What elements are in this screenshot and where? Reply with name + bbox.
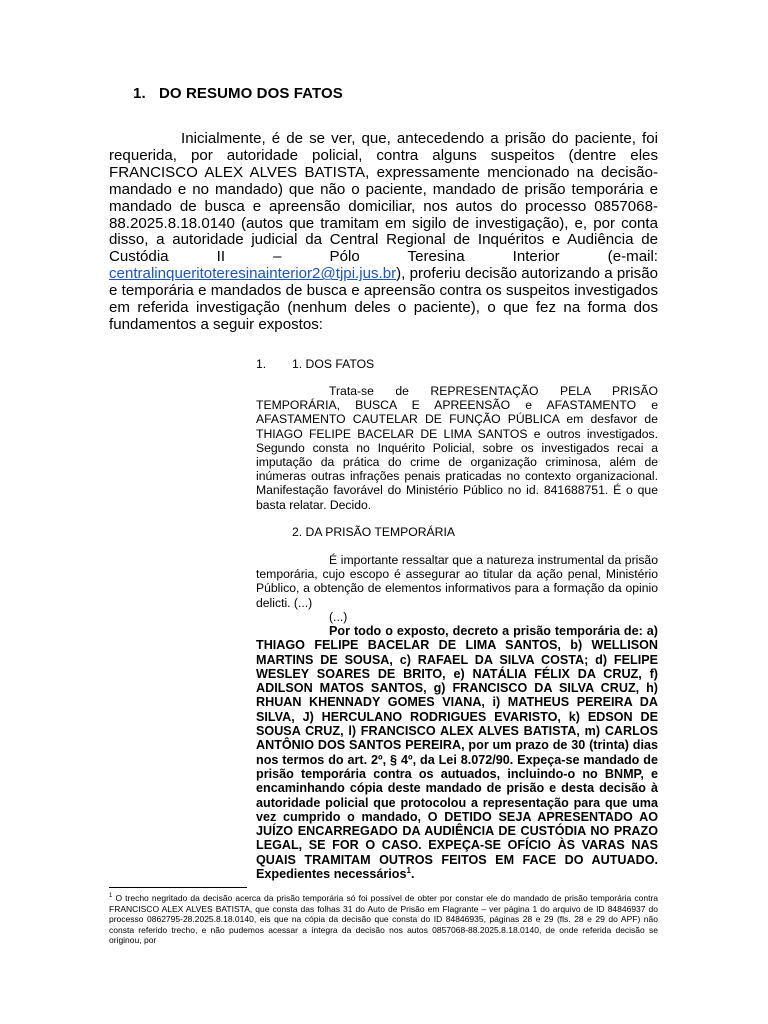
quote-decision-bold: Por todo o exposto, decreto a prisão temporária de: a) THIAGO FELIPE BACELAR DE LIMA SANTOS, b) WELLISON MARTINS DE SOUSA, c) RAFAEL DA SILVA COSTA; d) FELIPE WESLEY SOARES DE BRITO, e) NATÁLIA FÉLIX DA CRUZ, f) ADILSON MATOS SANTOS, g) FRANCISCO DA SILVA CRUZ, h) RHUAN KHENNADY GOMES VIANA, i) MATHEUS PEREIRA DA SILVA, J) HERCULANO RODRIGUES EVARISTO, k) EDSON DE SOUSA CRUZ, l) FRANCISCO ALEX ALVES BATISTA, m) CARLOS ANTÔNIO DOS SANTOS PEREIRA, por um prazo de 30 (trinta) dias nos termos do art. 2º, § 4º, da Lei 8.072/90. Expeça-se mandado de prisão temporária contra os autuados, incluindo-o no BNMP, e encaminhando cópia deste mandado de prisão e desta decisão à autoridade policial que protocolou a representação para que uma vez cumprido o mandado, O DETIDO SEJA APRESENTADO AO JUÍZO ENCARREGADO DA AUDIÊNCIA DE CUSTÓDIA NO PRAZO LEGAL, SE FOR O CASO. EXPEÇA-SE OFÍCIO ÀS VARAS NAS QUAIS TRAMITAM OUTROS FEITOS EM FACE DO AUTUADO. Expedientes necessários$^1$. [256, 624, 658, 882]
quote-heading-dos-fatos [256, 357, 658, 371]
footnote [109, 893, 658, 946]
quote-heading-number: 1. [256, 357, 267, 371]
quote-paragraph-prisao [256, 553, 658, 610]
footnote-marker: 1 [109, 893, 113, 900]
main-text-before-email: Inicialmente, é de se ver, que, antecedendo a prisão do paciente, foi requerida, por autoridade policial, contra alguns suspeitos (dentre eles FRANCISCO ALEX ALVES BATISTA, expressamente mencionado na decisão-mandado e no mandado) que não o paciente, mandado de prisão temporária e mandado de busca e apreensão domiciliar, nos autos do processo 0857068-88.2025.8.18.0140 (autos que tramitam em sigilo de investigação), e, por conta disso, a autoridade judicial da Central Regional de Inquéritos e Audiência de Custódia II – Pólo Teresina Interior (e-mail: [109, 130, 658, 266]
main-text-after-email: ), proferiu decisão autorizando a prisão e temporária e mandados de busca e apreensão contra os suspeitos investigados em referida investigação (nenhum deles o paciente), o que fez na forma dos fundamentos a seguir expostos: [109, 265, 658, 333]
quote-heading-text: 1. DOS FATOS [292, 357, 375, 371]
quote-heading-prisao-temporaria: 2. DA PRISÃO TEMPORÁRIA [292, 525, 455, 539]
footnote-reference[interactable]: 1 [406, 865, 411, 875]
section-title: DO RESUMO DOS FATOS [159, 85, 343, 102]
footnote-text: O trecho negritado da decisão acerca da prisão temporária só foi possível de obter por constar ele do mandado de prisão temporária contra FRANCISCO ALEX ALVES BATISTA, que consta das folhas 31 do Auto de Prisão em Flagrante – ver página 1 do arquivo de ID 84846937 do processo 0862795-28.2025.8.18.0140, eis que na cópia da decisão que consta do ID 84846935, páginas 28 e 29 (fls. 28 e 29 do APF) não consta referido trecho, e não pudemos acessar a íntegra da decisão nos autos 0857068-88.2025.8.18.0140, de onde referida decisão se originou, por [109, 893, 658, 946]
main-paragraph [109, 131, 658, 334]
quote-ellipsis: (...) [329, 610, 348, 624]
quote-paragraph-fatos-text: Trata-se de REPRESENTAÇÃO PELA PRISÃO TEMPORÁRIA, BUSCA E APREENSÃO e AFASTAMENTO e AFASTAMENTO CAUTELAR DE FUNÇÃO PÚBLICA em desfavor de THIAGO FELIPE BACELAR DE LIMA SANTOS e outros investigados. Segundo consta no Inquérito Policial, sobre os investigados recai a imputação da prática do crime de organização criminosa, além de inúmeras outras infrações penais praticadas no contexto organizacional. Manifestação favorável do Ministério Público no id. 841688751. É o que basta relatar. Decido. [256, 384, 658, 512]
quote-paragraph-prisao-text: É importante ressaltar que a natureza instrumental da prisão temporária, cujo escopo é assegurar ao titular da ação penal, Ministério Público, a obtenção de elementos informativos para a formação da opinio delicti. (...) [256, 553, 658, 610]
email-link[interactable]: centralinqueritoteresinainterior2@tjpi.jus.br [109, 265, 397, 283]
footnote-separator [109, 887, 247, 888]
section-number: 1. [133, 85, 146, 102]
quote-paragraph-fatos [256, 384, 658, 512]
quote-decision-text: Por todo o exposto, decreto a prisão temporária de: a) THIAGO FELIPE BACELAR DE LIMA SANTOS, b) WELLISON MARTINS DE SOUSA, c) RAFAEL DA SILVA COSTA; d) FELIPE WESLEY SOARES DE BRITO, e) NATÁLIA FÉLIX DA CRUZ, f) ADILSON MATOS SANTOS, g) FRANCISCO DA SILVA CRUZ, h) RHUAN KHENNADY GOMES VIANA, i) MATHEUS PEREIRA DA SILVA, J) HERCULANO RODRIGUES EVARISTO, k) EDSON DE SOUSA CRUZ, l) FRANCISCO ALEX ALVES BATISTA, m) CARLOS ANTÔNIO DOS SANTOS PEREIRA, por um prazo de 30 (trinta) dias nos termos do art. 2º, § 4º, da Lei 8.072/90. Expeça-se mandado de prisão temporária contra os autuados, incluindo-o no BNMP, e encaminhando cópia deste mandado de prisão e desta decisão à autoridade policial que protocolou a representação para que uma vez cumprido o mandado, O DETIDO SEJA APRESENTADO AO JUÍZO ENCARREGADO DA AUDIÊNCIA DE CUSTÓDIA NO PRAZO LEGAL, SE FOR O CASO. EXPEÇA-SE OFÍCIO ÀS VARAS NAS QUAIS TRAMITAM OUTROS FEITOS EM FACE DO AUTUADO. Expedientes necessários [256, 624, 658, 882]
section-heading [133, 85, 343, 102]
